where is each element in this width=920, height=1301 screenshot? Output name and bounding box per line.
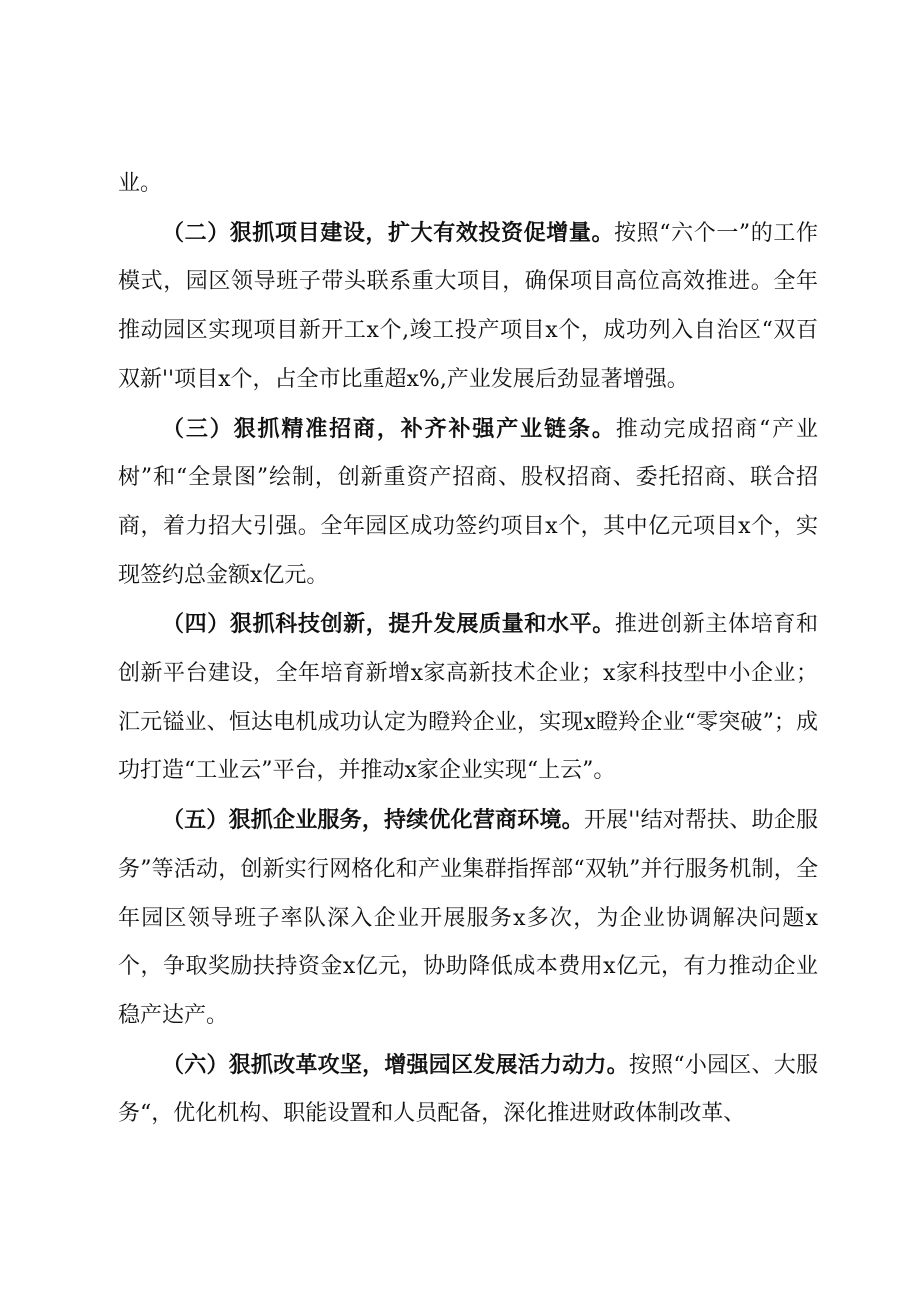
section-6-heading: （六）狠抓改革攻坚，增强园区发展活力动力。 xyxy=(162,1051,629,1078)
section-5-body: 开展''结对帮扶、助企服务”等活动，创新实行网格化和产业集群指挥部“双轨”并行服务机制，全年园区领导班子率队深入企业开展服务x多次，为企业协调解决问题x个，争取奖励扶持资金x亿元，协助降低成本费用x亿元，有力推动企业稳产达产。 xyxy=(118,808,818,1028)
section-3-heading: （三）狠抓精准招商，补齐补强产业链条。 xyxy=(162,415,616,442)
section-4-paragraph xyxy=(118,600,818,796)
section-2-paragraph xyxy=(118,209,818,405)
section-6-paragraph xyxy=(118,1041,818,1139)
intro-tail-paragraph xyxy=(118,160,818,209)
section-6-body: 按照“小园区、大服务“，优化机构、职能设置和人员配备，深化推进财政体制改革、 xyxy=(118,1052,818,1127)
section-3-paragraph xyxy=(118,405,818,601)
intro-tail-text: 业。 xyxy=(118,171,163,196)
section-4-body: 推进创新主体培育和创新平台建设，全年培育新增x家高新技术企业；x家科技型中小企业；汇元镒业、恒达电机成功认定为瞪羚企业，实现x瞪羚企业“零突破”；成功打造“工业云”平台，并推动x家企业实现“上云”。 xyxy=(118,612,818,784)
section-3-body: 推动完成招商“产业树”和“全景图”绘制，创新重资产招商、股权招商、委托招商、联合招商，着力招大引强。全年园区成功签约项目x个，其中亿元项目x个，实现签约总金额x亿元。 xyxy=(118,416,818,588)
section-2-heading: （二）狠抓项目建设，扩大有效投资促增量。 xyxy=(162,219,615,246)
section-4-heading: （四）狠抓科技创新，提升发展质量和水平。 xyxy=(162,611,615,638)
section-5-heading: （五）狠抓企业服务，持续优化营商环境。 xyxy=(162,807,584,834)
document-page xyxy=(118,160,818,1139)
section-5-paragraph xyxy=(118,796,818,1041)
section-2-body: 按照“六个一”的工作模式，园区领导班子带头联系重大项目，确保项目高位高效推进。全年推动园区实现项目新开工x个,竣工投产项目x个，成功列入自治区“双百双新''项目x个，占全市比重超x%,产业发展后劲显著增强。 xyxy=(118,220,818,392)
